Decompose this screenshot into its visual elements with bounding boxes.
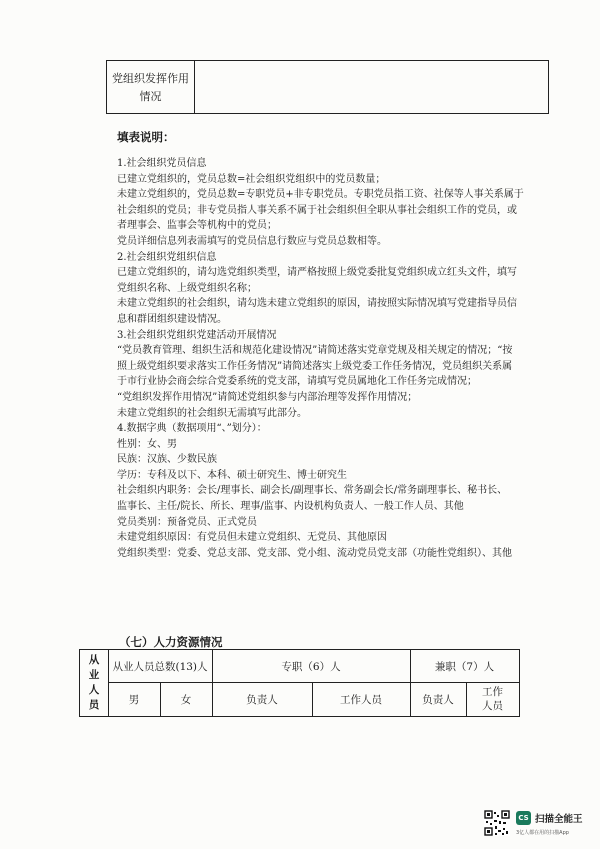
notes-line: 照上级党组织要求落实工作任务情况”请简述落实上级党委工作任务情况，党员组织关系属 (117, 360, 513, 372)
notes-line: 社会组织的党员；非专党员指人事关系不属于社会组织但全职从事社会组织工作的党员，或 (117, 204, 517, 216)
hr-total-label: 从业人员总数(13)人 (112, 660, 208, 673)
hr-side-label (80, 650, 108, 716)
notes-line: 4.数据字典（数据项用“、”划分）： (117, 423, 267, 435)
hr-table (79, 649, 520, 717)
hr-female-label: 女 (180, 693, 192, 706)
notes-line: 3.社会组织党组织党建活动开展情况 (117, 329, 277, 341)
notes-line: 监事长、主任/院长、所长、理事/监事、内设机构负责人、一般工作人员、其他 (117, 501, 464, 513)
hr-fulltime-label: 专职（6）人 (281, 660, 341, 673)
party-role-label (107, 61, 195, 113)
hr-side-char: 从 (88, 654, 100, 666)
scanner-app-tagline: 3亿人都在用的扫描App (516, 830, 569, 836)
hr-pt-leader-label: 负责人 (422, 693, 454, 706)
notes-line: 者理事会、监事会等机构中的党员； (117, 220, 277, 232)
notes-line: 党员类别：预备党员、正式党员 (117, 516, 257, 528)
hr-side-char: 员 (88, 699, 100, 711)
hr-ft-staff-label: 工作人员 (340, 693, 382, 706)
notes-line: 民族：汉族、少数民族 (117, 454, 217, 466)
notes-line: 已建立党组织的，党员总数=社会组织党组织中的党员数量； (117, 173, 386, 185)
notes-line: 于市行业协会商会综合党委系统的党支部，请填写党员属地化工作任务完成情况； (117, 376, 477, 388)
hr-side-char: 人 (88, 684, 100, 696)
party-role-table (106, 60, 549, 114)
notes-line: 党员详细信息列表需填写的党员信息行数应与党员总数相等。 (117, 235, 387, 247)
hr-pt-staff-label (466, 682, 519, 716)
notes-line: 性别：女、男 (117, 438, 177, 450)
notes-line: 学历：专科及以下、本科、硕士研究生、博士研究生 (117, 469, 347, 481)
notes-line: 社会组织内职务：会长/理事长、副会长/副理事长、常务副会长/常务副理事长、秘书长、 (117, 485, 508, 497)
party-role-label-line2: 情况 (139, 90, 162, 103)
notes-line: 未建立党组织的社会组织，请勾选未建立党组织的原因，请按照实际情况填写党建指导员信 (117, 298, 517, 310)
hr-pt-staff-line1: 工作 (482, 686, 503, 698)
notes-line: “党员教育管理、组织生活和规范化建设情况”请简述落实党章党规及相关规定的情况；“按 (117, 345, 513, 357)
notes-line: “党组织发挥作用情况”请简述党组织参与内部治理等发挥作用情况； (117, 391, 418, 403)
hr-section-title: （七）人力资源情况 (119, 635, 223, 649)
party-role-label-line1: 党组织发挥作用 (112, 72, 189, 85)
qr-code-icon (484, 810, 510, 836)
notes-line: 已建立党组织的，请勾选党组织类型，请严格按照上级党委批复党组织成立红头文件，填写 (117, 267, 517, 279)
notes-title: 填表说明： (117, 130, 175, 144)
hr-side-char: 业 (88, 669, 100, 681)
notes-line: 党组织类型：党委、党总支部、党支部、党小组、流动党员党支部（功能性党组织）、其他 (117, 547, 512, 559)
notes-line: 未建党组织原因：有党员但未建立党组织、无党员、其他原因 (117, 532, 387, 544)
notes-body (117, 156, 524, 561)
notes-line: 未建立党组织的社会组织无需填写此部分。 (117, 407, 307, 419)
notes-line: 2.社会组织党组织信息 (117, 251, 217, 263)
notes-line: 未建立党组织的，党员总数=专职党员+非专职党员。专职党员指工资、社保等人事关系属于 (117, 189, 524, 201)
notes-line: 党组织名称、上级党组织名称； (117, 282, 257, 294)
hr-ft-leader-label: 负责人 (246, 693, 278, 706)
scanner-app-name: 扫描全能王 (535, 814, 583, 825)
camscanner-logo-icon: CS (516, 811, 531, 825)
hr-parttime-label: 兼职（7）人 (434, 660, 495, 673)
hr-male-label: 男 (128, 693, 140, 706)
notes-line: 1.社会组织党员信息 (117, 158, 207, 169)
notes-line: 息和群团组织建设情况。 (117, 313, 227, 325)
hr-pt-staff-line2: 人员 (482, 700, 503, 712)
